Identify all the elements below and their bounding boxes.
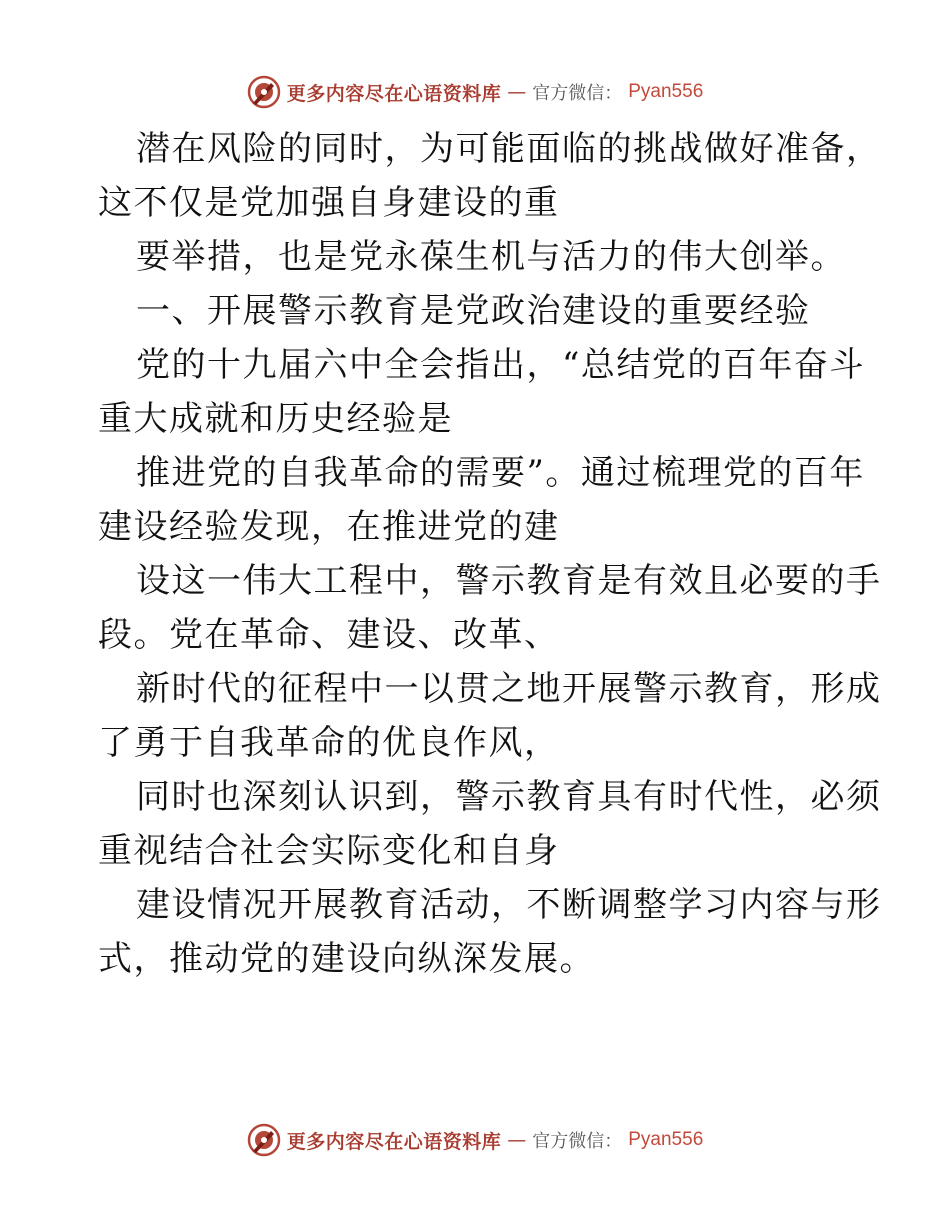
banner-dash: — (507, 1129, 527, 1151)
wechat-id: Pyan556 (628, 1129, 704, 1150)
brand-text: 更多内容尽在心语资料库 (286, 1130, 502, 1153)
text-line: 了勇于自我革命的优良作风， (98, 723, 560, 763)
text-line: 建设情况开展教育活动，不断调整学习内容与形 (136, 885, 882, 925)
quill-logo-icon (247, 75, 281, 109)
wechat-id: Pyan556 (628, 81, 704, 102)
footer-banner (0, 1120, 950, 1160)
text-line: 新时代的征程中一以贯之地开展警示教育，形成 (136, 669, 882, 709)
text-line: 同时也深刻认识到，警示教育具有时代性，必须 (136, 777, 882, 817)
text-line: 这不仅是党加强自身建设的重 (98, 183, 560, 223)
text-line: 推进党的自我革命的需要”。通过梳理党的百年 (136, 453, 865, 493)
document-body (98, 122, 882, 986)
text-line: 重大成就和历史经验是 (98, 399, 453, 439)
section-heading: 一、开展警示教育是党政治建设的重要经验 (136, 291, 811, 331)
quill-logo-icon (247, 1123, 281, 1157)
text-line: 段。党在革命、建设、改革、 (98, 615, 560, 655)
text-line: 党的十九届六中全会指出，“总结党的百年奋斗 (136, 345, 865, 385)
header-banner (0, 72, 950, 112)
body-text (98, 122, 882, 986)
brand-text: 更多内容尽在心语资料库 (286, 82, 502, 105)
banner-dash: — (507, 81, 527, 103)
text-line: 潜在风险的同时，为可能面临的挑战做好准备， (136, 129, 882, 169)
text-line: 重视结合社会实际变化和自身 (98, 831, 560, 871)
official-wechat-label: 官方微信： (532, 83, 623, 104)
official-wechat-label: 官方微信： (532, 1131, 623, 1152)
text-line: 要举措，也是党永葆生机与活力的伟大创举。 (136, 237, 846, 277)
text-line: 式，推动党的建设向纵深发展。 (98, 939, 595, 979)
text-line: 建设经验发现，在推进党的建 (98, 507, 560, 547)
text-line: 设这一伟大工程中，警示教育是有效且必要的手 (136, 561, 882, 601)
